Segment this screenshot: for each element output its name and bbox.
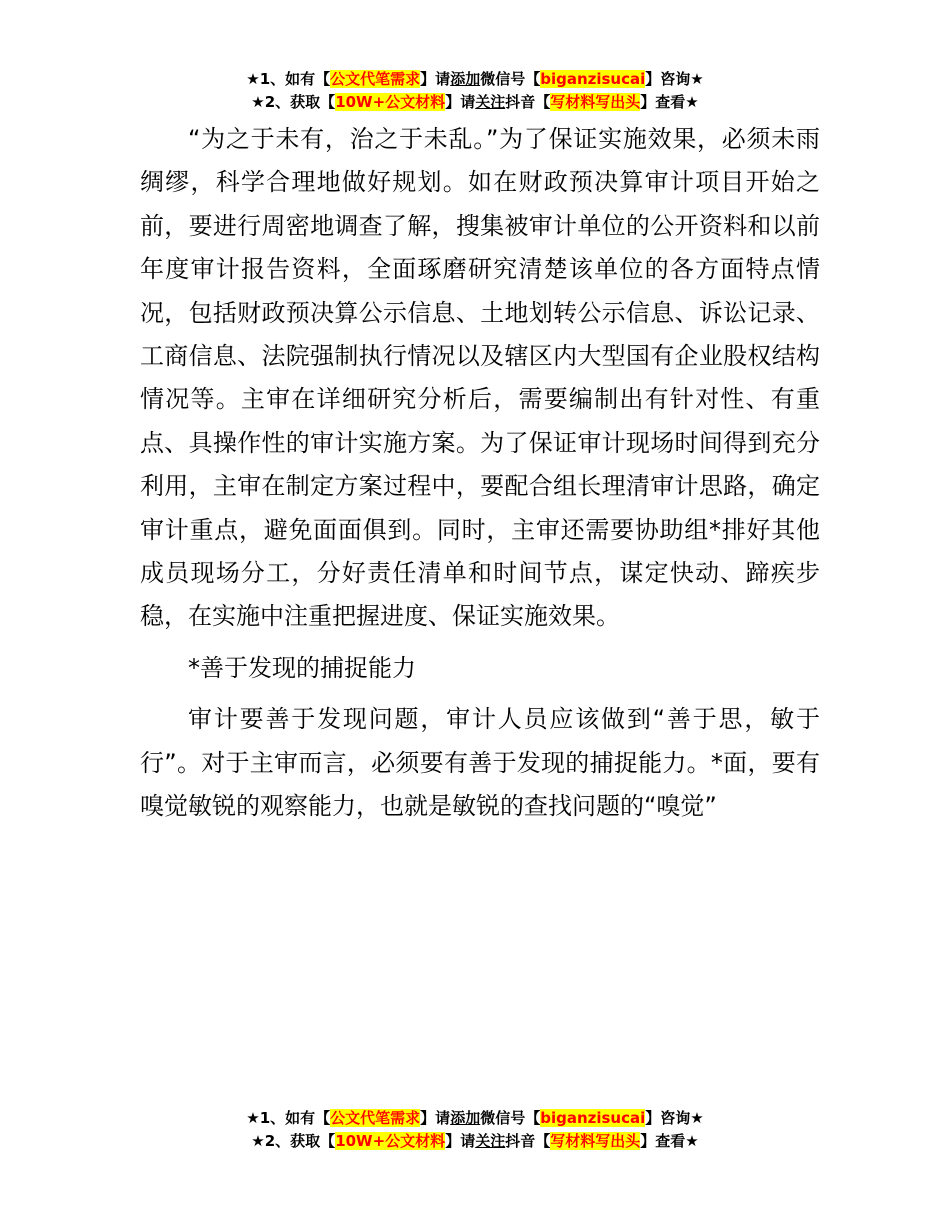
banner-text: ★1、如有【: [246, 70, 331, 88]
follow-underlined-text: 关注: [475, 93, 506, 111]
banner-text: 】请: [420, 70, 451, 88]
banner-text: 】请: [420, 1109, 451, 1127]
douyin-account-highlight: 写材料写出头: [550, 1132, 641, 1150]
banner-line-2: [0, 1130, 950, 1153]
banner-text: 】查看★: [640, 1132, 699, 1150]
document-body: [140, 118, 820, 829]
banner-text: 】请: [445, 93, 476, 111]
header-banner: [0, 68, 950, 114]
service-highlight: 公文代笔需求: [330, 1109, 421, 1127]
douyin-account-highlight: 写材料写出头: [550, 93, 641, 111]
banner-text: 微信号【: [480, 1109, 541, 1127]
follow-underlined-text: 关注: [475, 1132, 506, 1150]
banner-text: 微信号【: [480, 70, 541, 88]
banner-text: ★2、获取【: [251, 93, 336, 111]
wechat-id-highlight: biganzisucai: [540, 70, 646, 88]
wechat-id-highlight: biganzisucai: [540, 1109, 646, 1127]
banner-text: ★1、如有【: [246, 1109, 331, 1127]
banner-text: ★2、获取【: [251, 1132, 336, 1150]
banner-text: 】请: [445, 1132, 476, 1150]
footer-banner: [0, 1107, 950, 1153]
banner-text: 】查看★: [640, 93, 699, 111]
section-heading-capture-ability: *善于发现的捕捉能力: [188, 653, 416, 682]
paragraph-planning: “为之于未有，治之于未乱。”为了保证实施效果，必须未雨绸缪，科学合理地做好规划。如在财政预决算审计项目开始之前，要进行周密地调查了解，搜集被审计单位的公开资料和以前年度审计报告资料，全面琢磨研究清楚该单位的各方面特点情况，包括财政预决算公示信息、土地划转公示信息、诉讼记录、工商信息、法院强制执行情况以及辖区内大型国有企业股权结构情况等。主审在详细研究分析后，需要编制出有针对性、有重点、具操作性的审计实施方案。为了保证审计现场时间得到充分利用，主审在制定方案过程中，要配合组长理清审计思路，确定审计重点，避免面面俱到。同时，主审还需要协助组*排好其他成员现场分工，分好责任清单和时间节点，谋定快动、蹄疾步稳，在实施中注重把握进度、保证实施效果。: [140, 125, 820, 631]
materials-highlight: 10W+公文材料: [335, 1132, 446, 1150]
banner-text: 】咨询★: [645, 1109, 704, 1127]
banner-line-1: [0, 1107, 950, 1130]
paragraph-discovery: 审计要善于发现问题，审计人员应该做到“善于思，敏于行”。对于主审而言，必须要有善于发现的捕捉能力。*面，要有嗅觉敏锐的观察能力，也就是敏锐的查找问题的“嗅觉”: [140, 705, 820, 821]
banner-line-2: [0, 91, 950, 114]
banner-text: 】咨询★: [645, 70, 704, 88]
add-underlined-text: 添加: [450, 1109, 481, 1127]
banner-line-1: [0, 68, 950, 91]
materials-highlight: 10W+公文材料: [335, 93, 446, 111]
banner-text: 抖音【: [505, 1132, 551, 1150]
banner-text: 抖音【: [505, 93, 551, 111]
service-highlight: 公文代笔需求: [330, 70, 421, 88]
add-underlined-text: 添加: [450, 70, 481, 88]
